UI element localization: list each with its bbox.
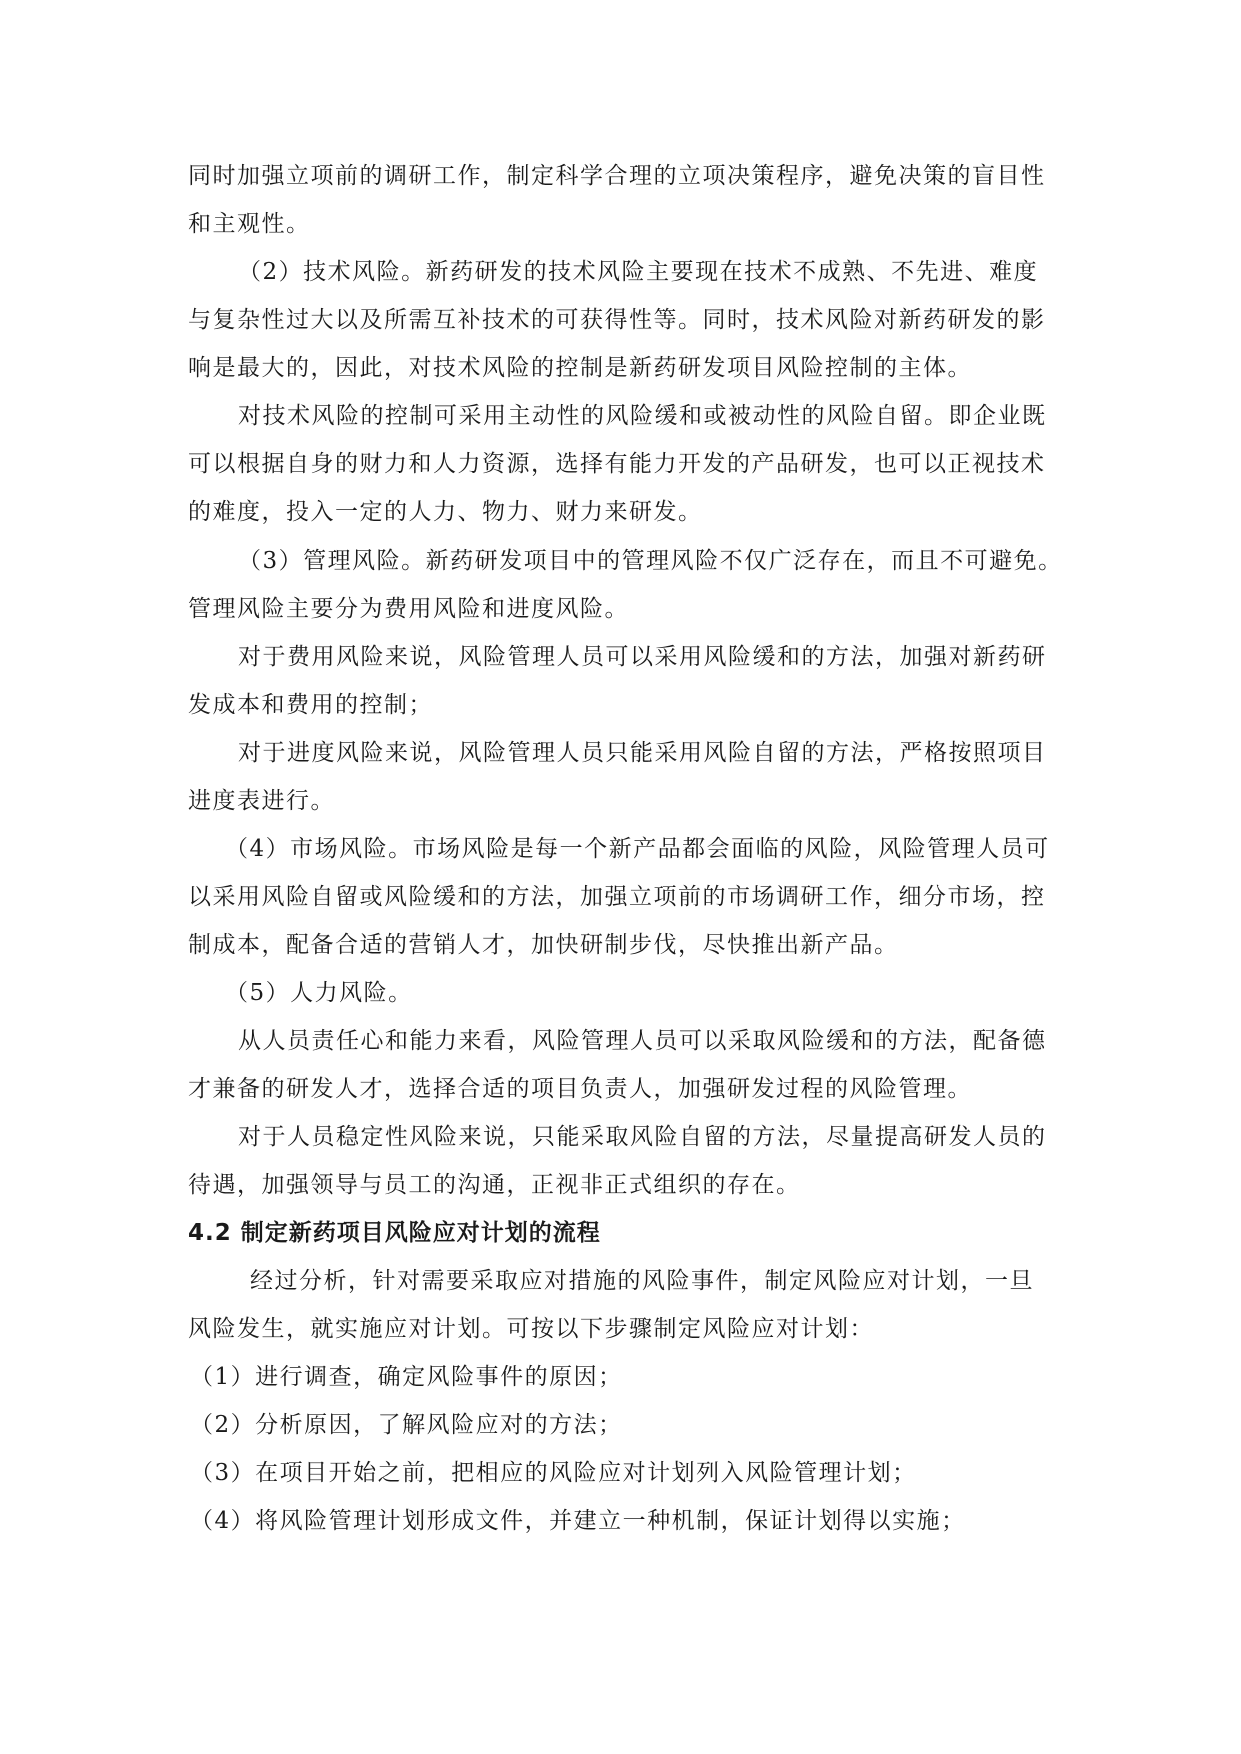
list-item: （3）在项目开始之前，把相应的风险应对计划列入风险管理计划； [190,1460,917,1486]
paragraph-line: （3）管理风险。新药研发项目中的管理风险不仅广泛存在，而且不可避免。 [238,548,1063,574]
paragraph-line: 响是最大的，因此，对技术风险的控制是新药研发项目风险控制的主体。 [188,355,972,381]
list-item: （1）进行调查，确定风险事件的原因； [190,1364,623,1390]
section-heading: 4.2 制定新药项目风险应对计划的流程 [188,1220,601,1246]
paragraph-line: 可以根据自身的财力和人力资源，选择有能力开发的产品研发，也可以正视技术 [188,451,1046,477]
paragraph-line: 与复杂性过大以及所需互补技术的可获得性等。同时，技术风险对新药研发的影 [188,307,1046,333]
paragraph-line: 的难度，投入一定的人力、物力、财力来研发。 [188,499,703,525]
paragraph-line: 制成本，配备合适的营销人才，加快研制步伐，尽快推出新产品。 [188,932,899,958]
paragraph-line: （4）市场风险。市场风险是每一个新产品都会面临的风险，风险管理人员可 [225,836,1050,862]
paragraph-line: 以采用风险自留或风险缓和的方法，加强立项前的市场调研工作，细分市场，控 [188,884,1046,910]
paragraph-line: 和主观性。 [188,211,311,237]
paragraph-line: 对于进度风险来说，风险管理人员只能采用风险自留的方法，严格按照项目 [238,740,1047,766]
paragraph-line: 同时加强立项前的调研工作，制定科学合理的立项决策程序，避免决策的盲目性 [188,163,1046,189]
paragraph-line: （5）人力风险。 [225,980,413,1006]
paragraph-line: （2）技术风险。新药研发的技术风险主要现在技术不成熟、不先进、难度 [238,259,1039,285]
paragraph-line: 对技术风险的控制可采用主动性的风险缓和或被动性的风险自留。即企业既 [238,403,1047,429]
paragraph-line: 风险发生，就实施应对计划。可按以下步骤制定风险应对计划： [188,1316,874,1342]
paragraph-line: 从人员责任心和能力来看，风险管理人员可以采取风险缓和的方法，配备德 [238,1028,1047,1054]
paragraph-line: 管理风险主要分为费用风险和进度风险。 [188,596,629,622]
paragraph-line: 才兼备的研发人才，选择合适的项目负责人，加强研发过程的风险管理。 [188,1076,972,1102]
paragraph-line: 进度表进行。 [188,788,335,814]
list-item: （2）分析原因，了解风险应对的方法； [190,1412,623,1438]
paragraph-line: 对于费用风险来说，风险管理人员可以采用风险缓和的方法，加强对新药研 [238,644,1047,670]
paragraph-line: 发成本和费用的控制； [188,692,433,718]
paragraph-line: 经过分析，针对需要采取应对措施的风险事件，制定风险应对计划，一旦 [250,1268,1034,1294]
paragraph-line: 对于人员稳定性风险来说，只能采取风险自留的方法，尽量提高研发人员的 [238,1124,1047,1150]
list-item: （4）将风险管理计划形成文件，并建立一种机制，保证计划得以实施； [190,1508,966,1534]
paragraph-line: 待遇，加强领导与员工的沟通，正视非正式组织的存在。 [188,1172,801,1198]
